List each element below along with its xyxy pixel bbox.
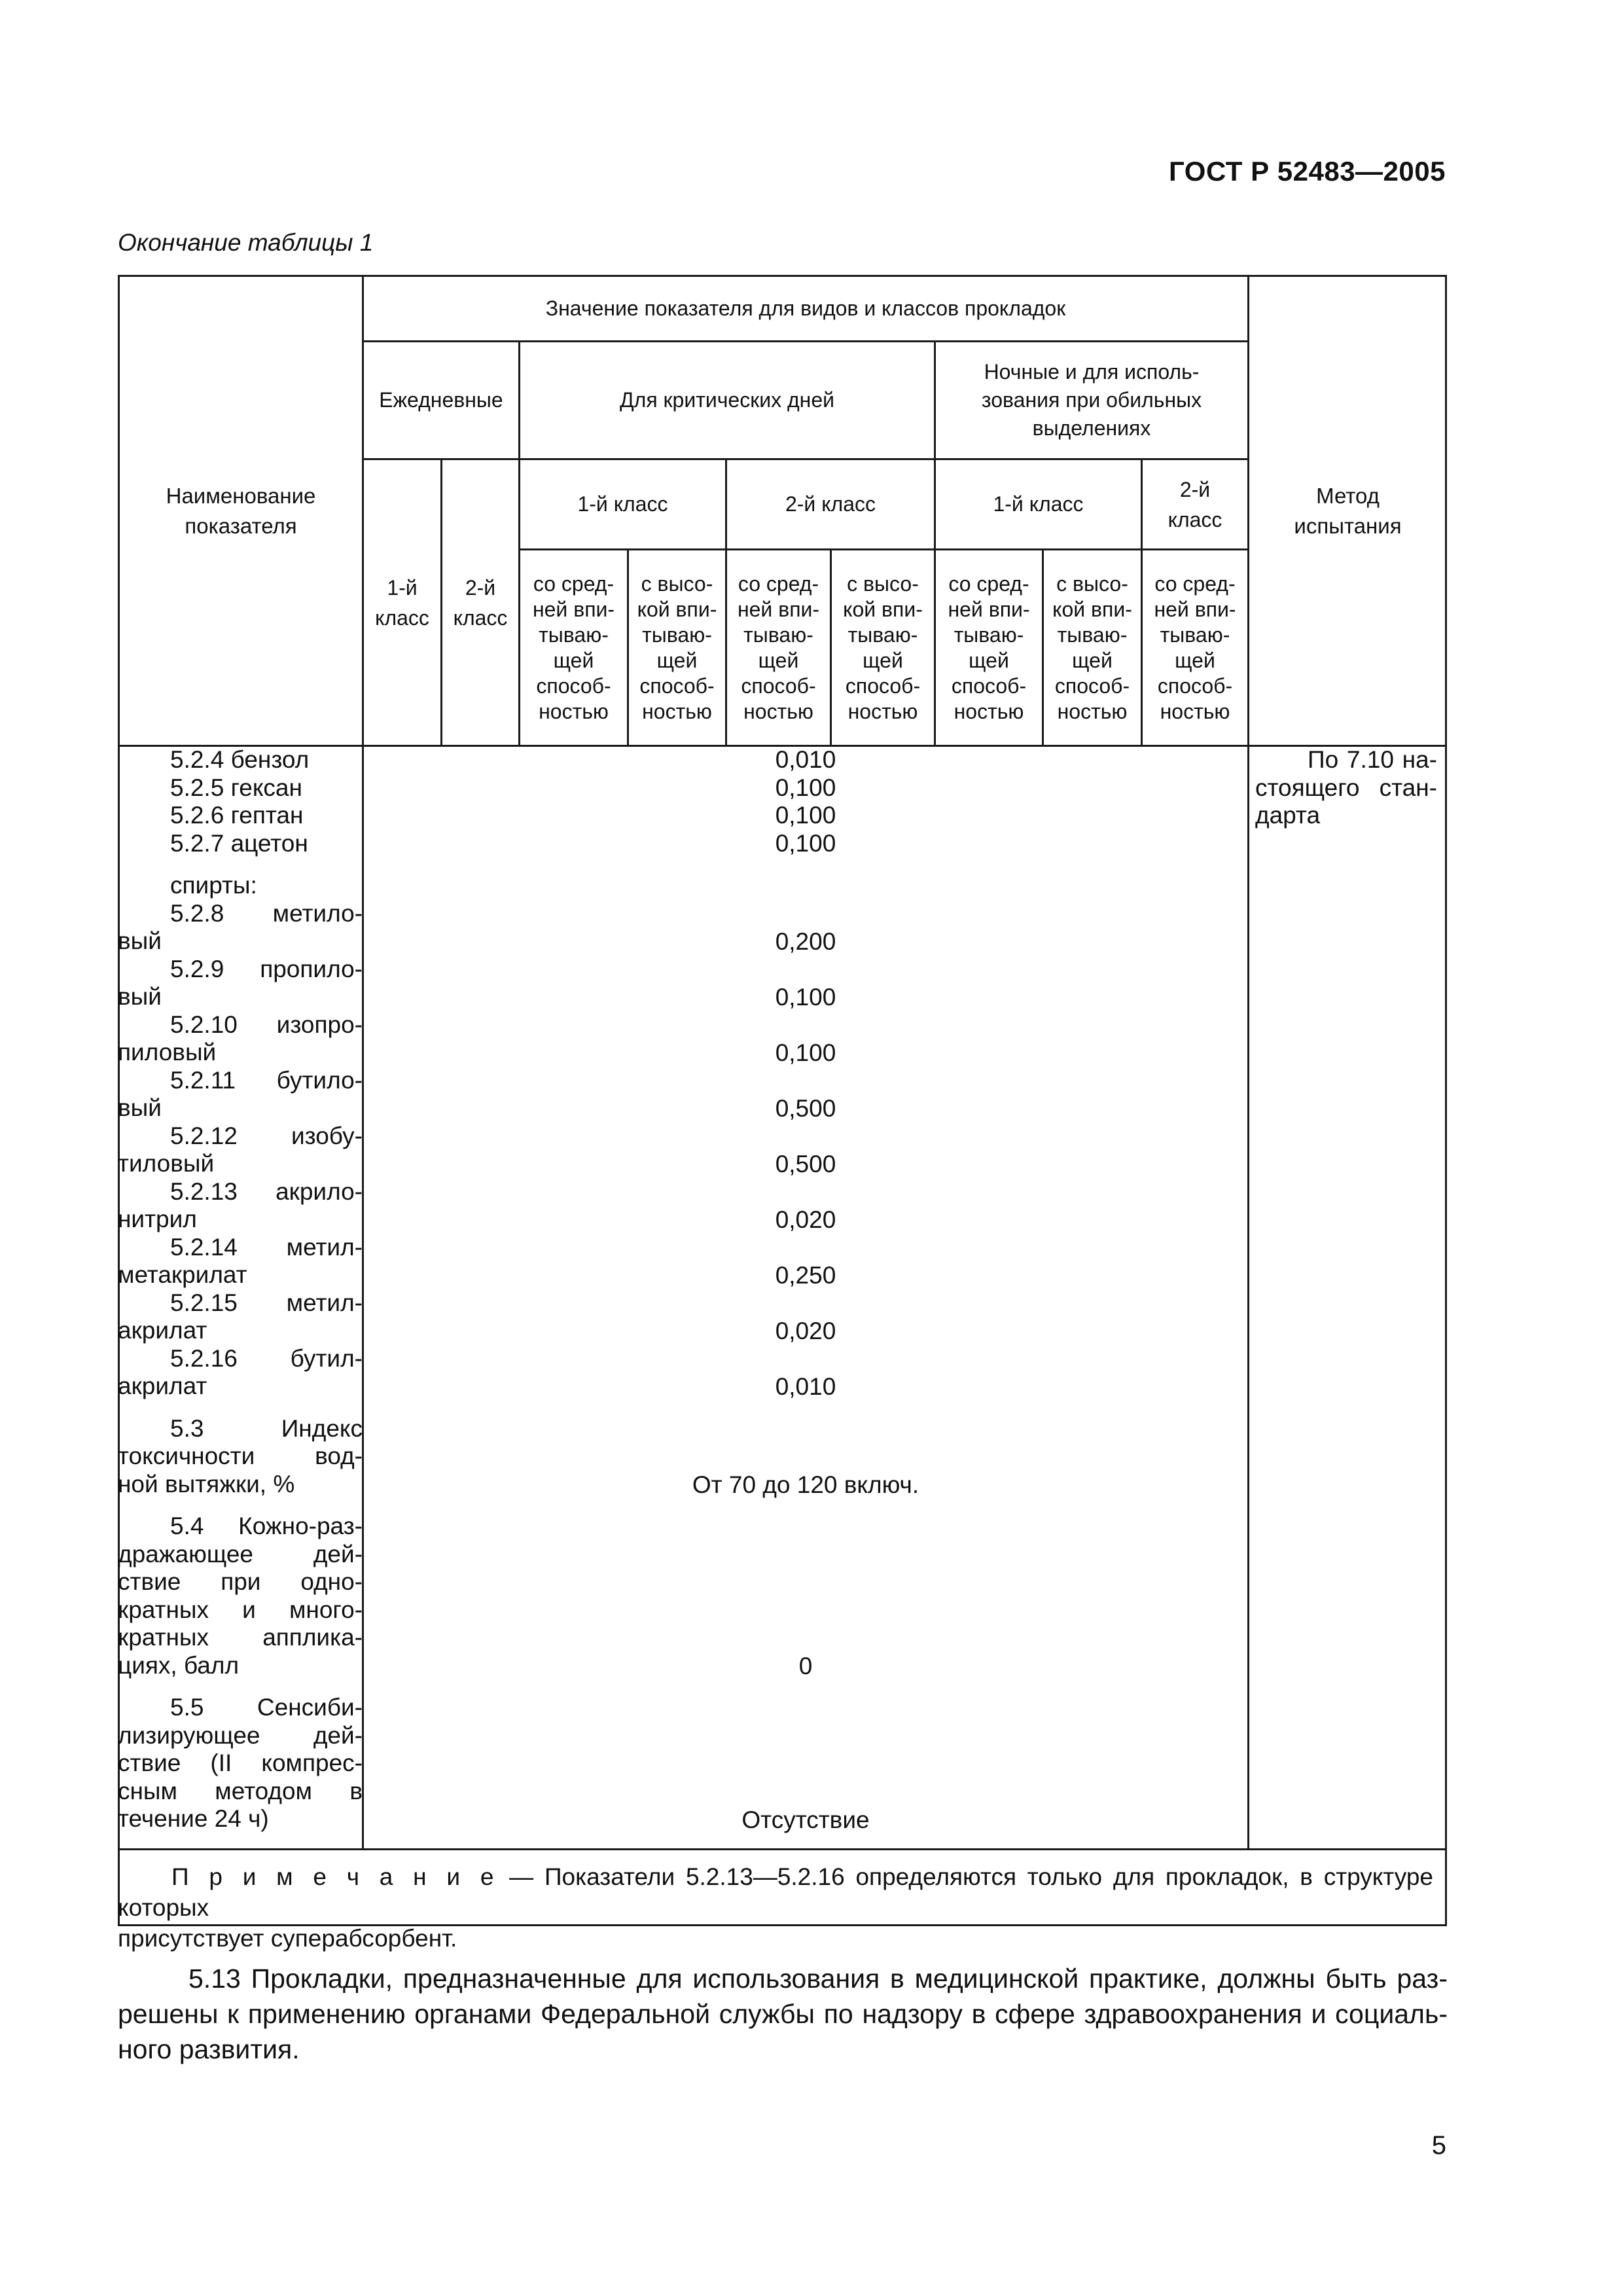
row-value: От 70 до 120 включ. [692, 1471, 919, 1498]
row-name-line: 5.2.14 метил- [170, 1233, 363, 1261]
row-name-line: сным методом в [118, 1777, 363, 1804]
row-value: 0,010 [775, 746, 836, 773]
row-name-line: нитрил [118, 1206, 197, 1232]
row-name-line: 5.2.9 пропило- [170, 955, 363, 982]
table-note [118, 1861, 1433, 1954]
row-name-line: 5.2.13 акрило- [170, 1177, 363, 1205]
indicator-names-column [118, 746, 363, 1833]
note-label: П р и м е ч а н и е [171, 1863, 499, 1890]
header-test-method: Метод испытания [1294, 483, 1402, 538]
header-night-class2: 2-й класс [1168, 477, 1222, 531]
row-value: 0,100 [775, 774, 836, 801]
row-name-line: акрилат [118, 1317, 207, 1344]
header-night: Ночные и для исполь- зования при обильных выделениях [981, 360, 1202, 440]
table-border-right [1445, 275, 1447, 1926]
header-crit1-medium: со сред- ней впи- тываю- щей способ- ностью [532, 571, 615, 723]
row-name-line: токсичности вод- [118, 1443, 363, 1469]
row-name-line: 5.2.5 гексан [170, 774, 302, 801]
header-night2-medium: со сред- ней впи- тываю- щей способ- ностью [1154, 571, 1236, 723]
row-value: 0,100 [775, 984, 836, 1011]
row-value: 0 [798, 1653, 813, 1679]
paragraph-line: 5.13 Прокладки, предназначенные для использования в медицинской практике, должны быть раз- [188, 1964, 1448, 1994]
test-method-reference [1255, 746, 1437, 830]
paragraph-line: ного развития. [118, 2034, 300, 2064]
header-daily: Ежедневные [379, 388, 503, 412]
row-name-line: пиловый [118, 1039, 217, 1066]
clause-5-13-paragraph [118, 1961, 1448, 2067]
header-critical-class2: 2-й класс [785, 492, 876, 516]
row-name-line: лизирующее дей- [118, 1721, 363, 1749]
row-name-line: 5.2.16 бутил- [170, 1344, 363, 1372]
row-name-line: дражающее дей- [118, 1540, 363, 1568]
header-crit2-high: с высо- кой впи- тываю- щей способ- ностью [843, 571, 923, 723]
header-crit2-medium: со сред- ней впи- тываю- щей способ- ностью [737, 571, 820, 723]
row-name-line: вый [118, 1094, 162, 1121]
header-critical-class1: 1-й класс [577, 492, 668, 516]
header-critical-days: Для критических дней [619, 388, 834, 412]
row-value: 0,100 [775, 830, 836, 857]
row-value: 0,500 [775, 1095, 836, 1122]
row-name-line: 5.3 Индекс [170, 1414, 363, 1442]
row-name-line: 5.2.7 ацетон [170, 829, 308, 857]
row-value: 0,010 [775, 1373, 836, 1400]
row-name-line: 5.2.12 изобу- [170, 1122, 363, 1149]
row-name-line: кратных апплика- [118, 1624, 363, 1651]
row-value: 0,100 [775, 1039, 836, 1066]
header-crit1-high: с высо- кой впи- тываю- щей способ- ностью [637, 571, 717, 723]
row-name-line: 5.2.6 гептан [170, 802, 304, 829]
row-value: 0,500 [775, 1151, 836, 1177]
method-line: дарта [1255, 802, 1321, 829]
row-name-line: вый [118, 927, 162, 954]
row-name-line: 5.4 Кожно-раз- [170, 1513, 363, 1539]
row-value: 0,200 [775, 928, 836, 955]
row-name-line: ствие при одно- [118, 1568, 363, 1595]
row-name-line: акрилат [118, 1372, 207, 1399]
row-name-line: 5.2.15 метил- [170, 1289, 363, 1316]
table-caption: Окончание таблицы 1 [118, 229, 374, 256]
header-daily-class2: 2-й класс [453, 575, 508, 630]
row-name-line: 5.2.4 бензол [170, 746, 310, 773]
row-name-line: вый [118, 983, 162, 1010]
header-indicator-name: Наименование показателя [166, 483, 316, 538]
note-text: — Показатели 5.2.13—5.2.16 определяются только для прокладок, в структуре которых [118, 1863, 1434, 1921]
row-value: Отсутствие [741, 1806, 870, 1833]
method-line: стоящего стан- [1255, 774, 1437, 801]
row-name-line: течение 24 ч) [118, 1805, 269, 1832]
row-name-line: тиловый [118, 1150, 215, 1177]
row-name-line: кратных и много- [118, 1596, 363, 1623]
header-night1-high: с высо- кой впи- тываю- щей способ- ностью [1052, 571, 1132, 723]
row-name-line: 5.5 Сенсиби- [170, 1694, 363, 1721]
paragraph-line: решены к применению органами Федеральной службы по надзору в сфере здравоохранения и социаль- [118, 1999, 1448, 2029]
note-text-continuation: присутствует суперабсорбент. [118, 1925, 457, 1952]
row-value: 0,250 [775, 1262, 836, 1289]
header-night1-medium: со сред- ней впи- тываю- щей способ- ностью [948, 571, 1030, 723]
row-value: 0,020 [775, 1206, 836, 1233]
header-values-group: Значение показателя для видов и классов прокладок [545, 296, 1066, 320]
row-name-line: спирты: [170, 872, 257, 899]
method-line: По 7.10 на- [1308, 746, 1437, 773]
page-number: 5 [1431, 2131, 1446, 2160]
row-name-line: 5.2.8 метило- [170, 899, 363, 927]
row-name-line: ной вытяжки, % [118, 1470, 295, 1498]
row-name-line: циях, балл [118, 1651, 240, 1679]
row-value: 0,100 [775, 802, 836, 829]
row-name-line: 5.2.11 бутило- [170, 1066, 363, 1094]
row-name-line: метакрилат [118, 1261, 247, 1288]
header-daily-class1: 1-й класс [375, 575, 429, 630]
row-name-line: ствие (II компрес- [118, 1749, 363, 1776]
document-header: ГОСТ Р 52483—2005 [1169, 156, 1446, 187]
header-night-class1: 1-й класс [993, 492, 1084, 516]
row-value: 0,020 [775, 1318, 836, 1344]
row-name-line: 5.2.10 изопро- [170, 1011, 363, 1038]
